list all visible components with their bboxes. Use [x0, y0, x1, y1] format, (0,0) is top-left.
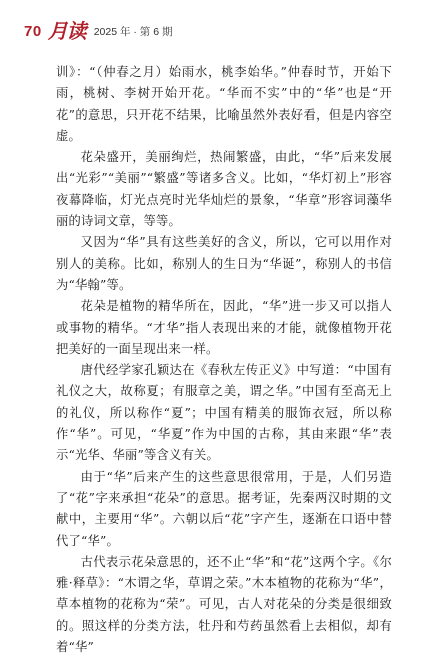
paragraph: 由于“华”后来产生的这些意思很常用，于是，人们另造了“花”字来承担“花朵”的意思。据考证，先秦两汉时期的文献中，主要用“华”。六朝以后“花”字产生，逐渐在口语中替代了“华”。 — [56, 469, 392, 548]
page-header — [24, 18, 172, 44]
paragraph: 花朵是植物的精华所在，因此，“华”进一步又可以指人或事物的精华。“才华”指人表现出来的才能，就像植物开花把美好的一面呈现出来一样。 — [56, 299, 392, 356]
page-number: 70 — [24, 22, 42, 40]
paragraph: 训》：“（仲春之月）始雨水，桃李始华。”仲春时节，开始下雨，桃树、李树开始开花。“华而不实”中的“华”也是“开花”的意思，只开花不结果，比喻虽然外表好看，但是内容空虚。 — [56, 65, 392, 143]
issue-label: 2025 年 · 第 6 期 — [93, 25, 173, 38]
paragraph: 古代表示花朵意思的，还不止“华”和“花”这两个字。《尔雅·释草》：“木谓之华，草谓之荣。”木本植物的花称为“华”，草本植物的花称为“荣”。可见，古人对花朵的分类是很细致的。照这样的分类方法，牡丹和芍药虽然看上去相似，却有着“华” — [56, 554, 392, 655]
paragraph: 又因为“华”具有这些美好的含义，所以，它可以用作对别人的美称。比如，称别人的生日为“华诞”，称别人的书信为“华翰”等。 — [56, 235, 392, 292]
article-body — [56, 62, 392, 658]
paragraph: 唐代经学家孔颖达在《春秋左传正义》中写道：“中国有礼仪之大，故称夏；有服章之美，谓之华。”中国有至高无上的礼仪，所以称作“夏”；中国有精美的服饰衣冠，所以称作“华”。可见，“华夏”作为中国的古称，其由来跟“华”表示“光华、华丽”等含义有关。 — [56, 363, 392, 463]
paragraph: 花朵盛开，美丽绚烂，热闹繁盛，由此，“华”后来发展出“光彩”“美丽”“繁盛”等诸多含义。比如，“华灯初上”形容夜幕降临，灯光点亮时光华灿烂的景象，“华章”形容词藻华丽的诗词文章，等等。 — [56, 150, 392, 229]
magazine-logo: 月读 — [47, 19, 86, 43]
